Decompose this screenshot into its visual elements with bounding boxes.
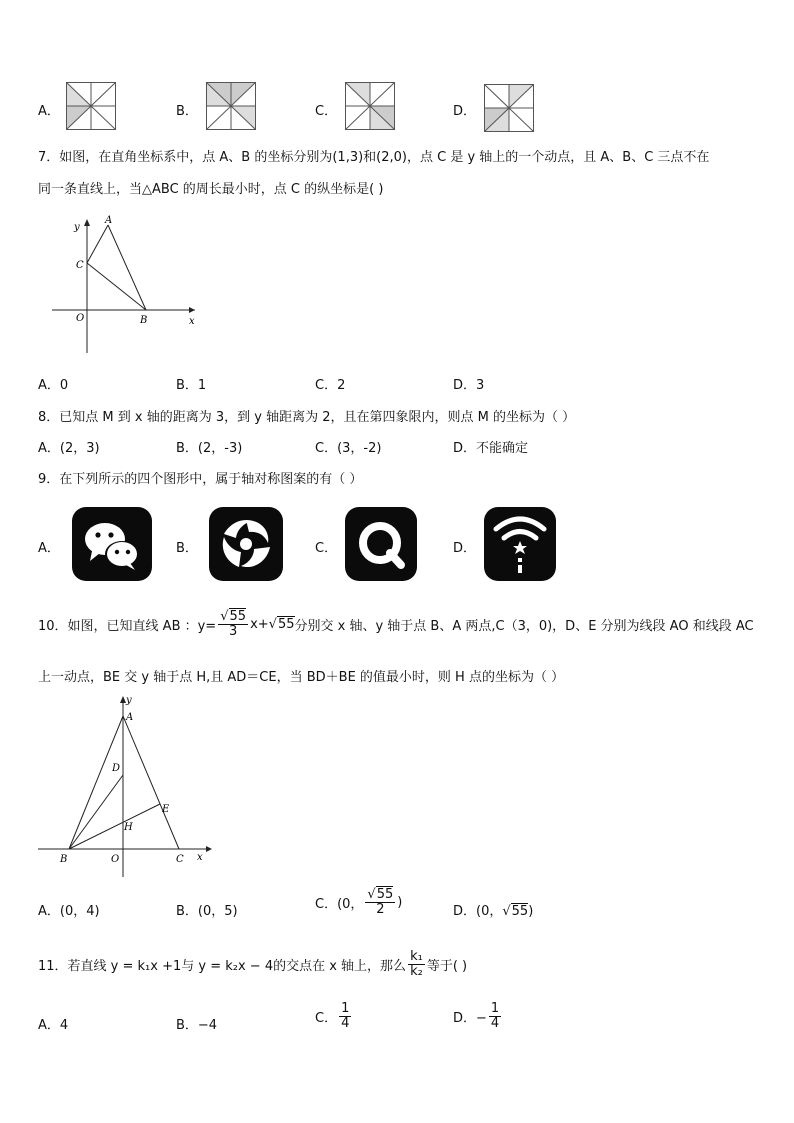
q10-intercept-sqrt: 55 (277, 617, 295, 633)
q6-option-a-figure (66, 82, 116, 130)
q7-label-b: B (140, 315, 148, 326)
q10-option-c-fraction: $\frac{√55}{2}$ (367, 887, 394, 918)
q10-text-mid: x+ (250, 617, 269, 633)
q10-slope-den: 3 (229, 624, 238, 640)
q11-ratio-num: k₁ (410, 949, 423, 964)
q11-text-pre: 11．若直线 y = k₁x +1与 y = k₂x − 4的交点在 x 轴上，那么 (38, 959, 407, 975)
q10-slope-num: 55 (229, 609, 247, 624)
q7-label-y: y (74, 222, 80, 233)
q9-option-b-label: B． (176, 541, 198, 556)
q10-option-c (315, 888, 402, 918)
q11-option-c-num: 1 (341, 1001, 350, 1016)
q7-option-d: D．3 (453, 378, 485, 393)
q10-text-line2: 上一动点，BE 交 y 轴于点 H,且 AD＝CE，当 BD＋BE 的值最小时，则 H 点的坐标为（ ） (38, 670, 565, 685)
q7-text-line2: 同一条直线上，当△ABC 的周长最小时，点 C 的纵坐标是( ) (38, 182, 384, 197)
q10-option-c-pre: C．(0， (315, 897, 364, 913)
q9-option-a-label: A． (38, 541, 60, 556)
q7-option-a: A．0 (38, 378, 69, 393)
q10-text-line1: 10．如图，已知直线 AB ：y= $\frac{√55}{3}$ x+ √55 分别交 x 轴、y 轴于点 B、A 两点,C（3，0)，D、E 分别为线段 AO 和线段 AC (38, 609, 754, 640)
q11-option-d-num: 1 (490, 1001, 500, 1016)
q10-text-post: 分别交 x 轴、y 轴于点 B、A 两点,C（3，0)，D、E 分别为线段 AO 和线段 AC (294, 619, 754, 635)
q9-option-d-label: D． (453, 541, 477, 556)
q10-label-c: C (176, 854, 184, 865)
q6-option-b-figure (206, 82, 256, 130)
q6-option-a-label: A． (38, 104, 60, 119)
swirl-logo-icon (209, 507, 283, 581)
q6-option-c-figure (345, 82, 395, 130)
q10-option-a: A．(0，4) (38, 904, 100, 919)
q10-option-d-post: ) (528, 904, 534, 919)
q10-label-a: A (126, 712, 134, 723)
q8-option-b: B．(2，-3) (176, 441, 243, 456)
q11-ratio-den: k₂ (410, 964, 423, 980)
q7-label-c: C (76, 260, 84, 271)
q10-option-c-post: ) (397, 895, 403, 911)
q8-text: 8．已知点 M 到 x 轴的距离为 3，到 y 轴距离为 2，且在第四象限内，则点 M 的坐标为（ ） (38, 410, 576, 425)
q10-option-b: B．(0，5) (176, 904, 238, 919)
q10-option-d-pre: D．(0， (453, 904, 503, 919)
q7-label-o: O (76, 313, 85, 324)
q11-ratio-fraction (408, 950, 425, 980)
q7-label-x: x (189, 316, 195, 327)
q10-option-c-num: 55 (376, 887, 394, 902)
q11-option-d-label: D．− (453, 1011, 487, 1027)
q10-figure (36, 692, 216, 882)
q9-text: 9．在下列所示的四个图形中，属于轴对称图案的有（ ） (38, 472, 363, 487)
q10-option-d: D．(0，√55) (453, 904, 534, 919)
q10-slope-fraction: $\frac{√55}{3}$ (220, 609, 247, 640)
q10-text-pre: 10．如图，已知直线 AB ：y= (38, 619, 217, 635)
q11-option-c-fraction (339, 1002, 351, 1032)
q10-label-b: B (60, 854, 68, 865)
q7-text-line1: 7．如图，在直角坐标系中，点 A、B 的坐标分别为(1,3)和(2,0)，点 C 是 y 轴上的一个动点，且 A、B、C 三点不在 (38, 150, 710, 165)
q11-option-c (315, 1002, 353, 1032)
q11-option-c-label: C． (315, 1011, 338, 1027)
q10-label-y: y (126, 695, 132, 706)
q10-option-d-sqrt: 55 (511, 904, 529, 919)
q9-option-c-label: C． (315, 541, 338, 556)
q10-label-h: H (124, 822, 133, 833)
q8-option-c: C．(3，-2) (315, 441, 382, 456)
q-logo-icon (345, 507, 417, 581)
q8-option-a: A．(2，3) (38, 441, 100, 456)
q7-label-a: A (105, 215, 113, 226)
q10-label-x: x (197, 852, 203, 863)
q11-option-b: B．−4 (176, 1018, 218, 1033)
q11-option-d (453, 1002, 503, 1032)
q6-option-d-figure (484, 84, 534, 132)
q8-option-d: D．不能确定 (453, 441, 529, 456)
wifi-icon (484, 507, 556, 581)
q10-label-o: O (111, 854, 120, 865)
q11-text-post: 等于( ) (426, 959, 468, 975)
q7-option-b: B．1 (176, 378, 207, 393)
q10-label-d: D (112, 763, 121, 774)
q11-option-d-den: 4 (490, 1016, 500, 1032)
q6-option-b-label: B． (176, 104, 198, 119)
q10-option-c-den: 2 (376, 902, 385, 918)
wechat-icon (72, 507, 152, 581)
q11-option-d-fraction (489, 1002, 501, 1032)
q6-option-d-label: D． (453, 104, 477, 119)
q7-option-c: C．2 (315, 378, 346, 393)
q6-option-c-label: C． (315, 104, 338, 119)
q11-option-c-den: 4 (341, 1016, 350, 1032)
q11-option-a: A．4 (38, 1018, 69, 1033)
q11-text (38, 950, 467, 980)
q10-label-e: E (162, 804, 170, 815)
q7-figure (50, 215, 200, 355)
